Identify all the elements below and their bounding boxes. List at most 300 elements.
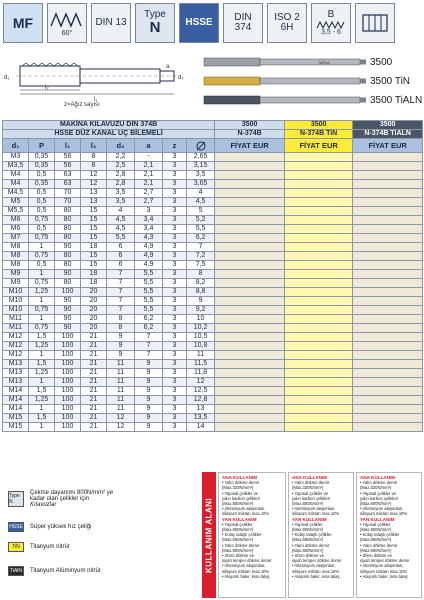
cell-a: 2,7 — [135, 198, 163, 207]
cell-drill: 13 — [187, 405, 215, 414]
table-body — [3, 153, 423, 432]
usage-line: (Max.320N/mm²) — [292, 485, 324, 491]
cell-l2: 13 — [81, 198, 107, 207]
badge-din374 — [223, 3, 263, 43]
badge-angle-text: 60° — [61, 30, 73, 38]
cell-z: 3 — [163, 279, 187, 288]
cell-a: - — [135, 153, 163, 162]
cell-d2: 2,5 — [107, 162, 135, 171]
cell-d2: 9 — [107, 351, 135, 360]
usage-line: yalın karbon çelikleri — [222, 495, 260, 501]
cell-d1: M10 — [3, 297, 29, 306]
cell-l2: 20 — [81, 297, 107, 306]
cell-z: 3 — [163, 369, 187, 378]
price-cell — [285, 369, 353, 378]
cell-l1: 90 — [55, 306, 81, 315]
usage-line: YAN KULLANIM — [360, 516, 395, 522]
usage-line: • Yalın dökme demir — [360, 542, 398, 548]
col-l1: l₁ — [55, 139, 81, 153]
cell-p: 1 — [29, 297, 55, 306]
cell-drill: 11,5 — [187, 360, 215, 369]
cell-z: 3 — [163, 207, 187, 216]
usage-line: • Yalın dökme demir — [222, 542, 260, 548]
table-row — [3, 198, 423, 207]
price-cell — [285, 405, 353, 414]
label-l2: l₂ — [45, 85, 49, 91]
cell-a: 6,2 — [135, 315, 163, 324]
table-row — [3, 324, 423, 333]
price-cell — [353, 153, 423, 162]
cell-d2: 9 — [107, 333, 135, 342]
price-cell — [215, 396, 285, 405]
cell-p: 0,75 — [29, 279, 55, 288]
cell-l2: 21 — [81, 378, 107, 387]
cell-drill: 3,65 — [187, 180, 215, 189]
cell-drill: 5,2 — [187, 216, 215, 225]
cell-a: 9 — [135, 423, 163, 432]
cell-l1: 70 — [55, 189, 81, 198]
cell-drill: 9,2 — [187, 306, 215, 315]
usage-line: (Max.900N/mm²) — [292, 527, 324, 533]
price-cell — [215, 297, 285, 306]
cell-a: 9 — [135, 378, 163, 387]
price-cell — [285, 396, 353, 405]
cell-d2: 2,8 — [107, 171, 135, 180]
usage-line: • Yalın dökme demir — [222, 480, 260, 486]
usage-line: • Alüminyum alaşımları, — [360, 563, 404, 569]
cell-p: 0,75 — [29, 252, 55, 261]
cell-a: 9 — [135, 369, 163, 378]
price-header-2: FİYAT EUR — [285, 139, 353, 153]
cell-l1: 100 — [55, 369, 81, 378]
cell-p: 1 — [29, 423, 55, 432]
price-cell — [353, 216, 423, 225]
cell-d1: M5 — [3, 198, 29, 207]
usage-line: (Max.800N/mm²) — [222, 547, 254, 553]
cell-l1: 56 — [55, 162, 81, 171]
usage-line: siyah temper dökme demir — [360, 558, 410, 564]
price-cell — [285, 360, 353, 369]
usage-line: • Yapısal çelikler ve — [222, 490, 258, 496]
price-cell — [215, 288, 285, 297]
usage-line: siyah temper dökme demir — [292, 558, 342, 564]
price-cell — [285, 423, 353, 432]
cell-p: 1,5 — [29, 387, 55, 396]
price-cell — [215, 414, 285, 423]
price-cell — [215, 315, 285, 324]
tool-label-3500: 3500 — [370, 57, 393, 68]
product-code-2: 3500 — [285, 121, 353, 130]
cell-z: 3 — [163, 270, 187, 279]
cell-d2: 6 — [107, 261, 135, 270]
tool-row-3500-tin — [200, 73, 424, 89]
cell-l1: 100 — [55, 387, 81, 396]
cell-a: 2,1 — [135, 180, 163, 189]
usage-line: siyah temper dökme demir — [222, 558, 272, 564]
product-code-1: 3500 — [215, 121, 285, 130]
price-cell — [285, 315, 353, 324]
table-row — [3, 171, 423, 180]
cell-l1: 90 — [55, 270, 81, 279]
cell-p: 0,75 — [29, 234, 55, 243]
cell-drill: 8,8 — [187, 288, 215, 297]
cell-a: 9 — [135, 387, 163, 396]
cell-d1: M10 — [3, 288, 29, 297]
price-cell — [285, 324, 353, 333]
cell-l2: 13 — [81, 189, 107, 198]
cell-d2: 2,8 — [107, 180, 135, 189]
price-cell — [353, 351, 423, 360]
cell-l2: 21 — [81, 342, 107, 351]
cell-drill: 12 — [187, 378, 215, 387]
cell-l1: 80 — [55, 261, 81, 270]
table-title-2: HSSE DÜZ KANAL UÇ BİLEMELİ — [3, 130, 215, 139]
cell-d1: M5,5 — [3, 207, 29, 216]
price-cell — [215, 279, 285, 288]
cell-a: 5,5 — [135, 297, 163, 306]
cell-drill: 4,5 — [187, 198, 215, 207]
cell-d1: M9 — [3, 270, 29, 279]
table-row — [3, 396, 423, 405]
usage-line: • Alaşımlı bakır, kısa talaş — [222, 573, 270, 579]
table-row — [3, 414, 423, 423]
price-header-1: FİYAT EUR — [215, 139, 285, 153]
cell-l1: 100 — [55, 360, 81, 369]
cell-d2: 11 — [107, 378, 135, 387]
usage-line: silisyum miktarı max.10% — [360, 511, 408, 517]
legend-tialn-box: TiAlN — [9, 568, 23, 574]
cell-d1: M6 — [3, 225, 29, 234]
legend-type-n — [8, 490, 113, 508]
usage-line: silisyum miktarı max.10% — [222, 511, 270, 517]
table-title-1: MAKİNA KILAVUZU DIN 374B — [3, 121, 215, 130]
usage-line: (Max.650N/mm²) — [292, 537, 324, 543]
cell-l1: 100 — [55, 405, 81, 414]
price-cell — [353, 234, 423, 243]
price-cell — [353, 396, 423, 405]
cell-p: 1 — [29, 315, 55, 324]
price-cell — [353, 261, 423, 270]
cell-d1: M15 — [3, 423, 29, 432]
cell-z: 3 — [163, 288, 187, 297]
feature-badges — [3, 3, 395, 43]
cell-z: 3 — [163, 216, 187, 225]
cell-z: 3 — [163, 351, 187, 360]
cell-l2: 20 — [81, 288, 107, 297]
cell-l2: 20 — [81, 306, 107, 315]
cell-z: 3 — [163, 396, 187, 405]
price-cell — [353, 405, 423, 414]
price-cell — [215, 270, 285, 279]
badge-mf — [3, 3, 43, 43]
legend-type-n-box: Type N — [8, 491, 24, 507]
label-d1: d₁ — [4, 75, 10, 81]
cell-a: 7 — [135, 342, 163, 351]
cell-z: 3 — [163, 423, 187, 432]
table-row — [3, 270, 423, 279]
usage-line: (Max.800N/mm²) — [360, 547, 392, 553]
cell-d2: 7 — [107, 297, 135, 306]
usage-line: silisyum miktarı max.10% — [360, 568, 408, 574]
cell-l2: 21 — [81, 369, 107, 378]
cell-d1: M3 — [3, 153, 29, 162]
usage-line: • Yalın dökme demir — [292, 542, 330, 548]
cell-d2: 7 — [107, 279, 135, 288]
table-row — [3, 297, 423, 306]
cell-z: 3 — [163, 360, 187, 369]
price-cell — [285, 180, 353, 189]
cell-z: 3 — [163, 378, 187, 387]
price-cell — [215, 387, 285, 396]
usage-line: • Sfero dökme ve — [222, 553, 254, 559]
price-cell — [285, 162, 353, 171]
drawing-caption: z=Ağız sayısı — [64, 102, 100, 108]
cell-z: 3 — [163, 171, 187, 180]
price-cell — [353, 306, 423, 315]
cell-d1: M4 — [3, 180, 29, 189]
cell-d1: M13 — [3, 360, 29, 369]
price-header-3: FİYAT EUR — [353, 139, 423, 153]
cell-a: 5,5 — [135, 306, 163, 315]
cell-l1: 100 — [55, 288, 81, 297]
cell-drill: 8,2 — [187, 279, 215, 288]
cell-drill: 12,5 — [187, 387, 215, 396]
usage-line: (Max.650N/mm²) — [360, 537, 392, 543]
price-cell — [285, 189, 353, 198]
cell-d2: 12 — [107, 414, 135, 423]
usage-line: • Yapısal çelikler — [292, 521, 323, 527]
cell-l2: 21 — [81, 414, 107, 423]
cell-l2: 21 — [81, 351, 107, 360]
cell-d1: M12 — [3, 351, 29, 360]
cell-l2: 20 — [81, 324, 107, 333]
usage-line: • Yapısal çelikler — [222, 521, 253, 527]
cell-d1: M12 — [3, 342, 29, 351]
cell-a: 5,5 — [135, 270, 163, 279]
cell-d2: 8 — [107, 324, 135, 333]
usage-line: • Alaşımlı bakır, kısa talaş — [360, 573, 408, 579]
cell-z: 3 — [163, 315, 187, 324]
table-row — [3, 153, 423, 162]
cell-drill: 7,2 — [187, 252, 215, 261]
cell-d1: M6 — [3, 216, 29, 225]
cell-l1: 70 — [55, 198, 81, 207]
product-std-3: N-374B TiALN — [353, 130, 423, 139]
badge-type-value: N — [149, 19, 161, 37]
cell-d1: M14 — [3, 405, 29, 414]
price-cell — [353, 324, 423, 333]
price-cell — [285, 225, 353, 234]
cell-l1: 90 — [55, 324, 81, 333]
price-cell — [215, 369, 285, 378]
cell-l1: 80 — [55, 279, 81, 288]
cell-p: 0,5 — [29, 171, 55, 180]
table-row — [3, 180, 423, 189]
product-code-3: 3500 — [353, 121, 423, 130]
price-cell — [215, 333, 285, 342]
cell-l2: 18 — [81, 279, 107, 288]
price-cell — [353, 423, 423, 432]
legend-hsse-box: HSSE — [9, 524, 23, 530]
cell-d1: M7 — [3, 234, 29, 243]
table-row — [3, 333, 423, 342]
cell-p: 1,25 — [29, 342, 55, 351]
cell-drill: 7,5 — [187, 261, 215, 270]
cell-p: 1 — [29, 243, 55, 252]
cell-l1: 63 — [55, 180, 81, 189]
cell-l2: 15 — [81, 225, 107, 234]
cell-z: 3 — [163, 324, 187, 333]
col-l2: l₂ — [81, 139, 107, 153]
cell-a: 4,9 — [135, 243, 163, 252]
cell-d1: M12 — [3, 333, 29, 342]
usage-col-3500 — [218, 472, 286, 598]
usage-line: • Alaşımlı bakır, kısa talaş — [292, 573, 340, 579]
price-cell — [215, 405, 285, 414]
table-row — [3, 216, 423, 225]
cell-d2: 11 — [107, 405, 135, 414]
cell-l1: 90 — [55, 297, 81, 306]
cell-a: 3,4 — [135, 225, 163, 234]
cell-l2: 12 — [81, 171, 107, 180]
cell-l1: 100 — [55, 396, 81, 405]
price-cell — [353, 342, 423, 351]
cell-l2: 15 — [81, 234, 107, 243]
tap-3500-tialn-image — [200, 92, 368, 108]
usage-heading: ANA KULLANIM — [360, 475, 396, 480]
price-cell — [215, 198, 285, 207]
cell-l1: 100 — [55, 351, 81, 360]
cell-l1: 80 — [55, 234, 81, 243]
label-l1: l₁ — [94, 97, 98, 103]
cell-drill: 11,8 — [187, 369, 215, 378]
price-cell — [285, 216, 353, 225]
col-p: P — [29, 139, 55, 153]
usage-line: (Max.800N/mm²) — [360, 501, 392, 507]
table-row — [3, 378, 423, 387]
table-row — [3, 342, 423, 351]
col-d2: d₂ — [107, 139, 135, 153]
cell-l1: 80 — [55, 207, 81, 216]
price-cell — [285, 270, 353, 279]
cell-p: 0,5 — [29, 189, 55, 198]
price-cell — [285, 414, 353, 423]
cell-p: 0,35 — [29, 162, 55, 171]
price-cell — [215, 171, 285, 180]
price-cell — [353, 243, 423, 252]
cell-p: 0,35 — [29, 180, 55, 189]
cell-l2: 8 — [81, 153, 107, 162]
cell-p: 1 — [29, 405, 55, 414]
price-cell — [285, 351, 353, 360]
cell-d2: 6 — [107, 243, 135, 252]
usage-line: YAN KULLANIM — [222, 516, 257, 522]
cell-z: 3 — [163, 189, 187, 198]
cell-drill: 10,8 — [187, 342, 215, 351]
tool-row-3500-tialn — [200, 92, 424, 108]
price-cell — [285, 288, 353, 297]
cell-d2: 8 — [107, 315, 135, 324]
usage-line: (Max.320N/mm²) — [360, 485, 392, 491]
cell-d1: M3,5 — [3, 162, 29, 171]
badge-thread-angle — [47, 3, 87, 43]
cell-l1: 63 — [55, 171, 81, 180]
price-cell — [353, 315, 423, 324]
cell-drill: 5 — [187, 207, 215, 216]
cell-l1: 100 — [55, 342, 81, 351]
legend-tialn-text: Titanyum Alüminyum nitrür — [30, 568, 101, 574]
legend-tialn — [8, 566, 101, 576]
cell-l2: 15 — [81, 216, 107, 225]
price-cell — [215, 306, 285, 315]
badge-type-label: Type — [144, 8, 166, 20]
cell-l1: 80 — [55, 216, 81, 225]
tool-label-3500-tin: 3500 TiN — [370, 76, 411, 87]
table-row — [3, 351, 423, 360]
cell-l2: 18 — [81, 270, 107, 279]
cell-d1: M11 — [3, 315, 29, 324]
cell-a: 2,1 — [135, 162, 163, 171]
badge-din374-a: DIN — [234, 11, 252, 23]
product-table — [2, 120, 422, 432]
cell-l2: 21 — [81, 423, 107, 432]
cell-drill: 2,65 — [187, 153, 215, 162]
cell-drill: 10,2 — [187, 324, 215, 333]
cell-p: 0,75 — [29, 216, 55, 225]
cell-z: 3 — [163, 414, 187, 423]
price-cell — [353, 180, 423, 189]
cell-d1: M11 — [3, 324, 29, 333]
cell-l2: 21 — [81, 387, 107, 396]
cell-d2: 5,5 — [107, 234, 135, 243]
table-row — [3, 243, 423, 252]
usage-col-3500-tin — [288, 472, 354, 598]
cell-d2: 12 — [107, 423, 135, 432]
cell-z: 3 — [163, 225, 187, 234]
cell-a: 7 — [135, 351, 163, 360]
price-cell — [215, 342, 285, 351]
usage-line: • Kolay talaşlı çelikler — [292, 532, 332, 538]
table-row — [3, 252, 423, 261]
price-cell — [353, 189, 423, 198]
price-cell — [353, 360, 423, 369]
cell-d1: M14 — [3, 387, 29, 396]
usage-line: (Max.320N/mm²) — [222, 485, 254, 491]
price-cell — [353, 252, 423, 261]
price-cell — [353, 369, 423, 378]
cell-d1: M8 — [3, 261, 29, 270]
price-cell — [353, 288, 423, 297]
cell-d1: M13 — [3, 378, 29, 387]
cell-a: 5,5 — [135, 279, 163, 288]
cell-drill: 13,5 — [187, 414, 215, 423]
cell-a: 9 — [135, 414, 163, 423]
cell-d2: 6 — [107, 252, 135, 261]
cell-p: 0,5 — [29, 198, 55, 207]
price-cell — [215, 216, 285, 225]
table-row — [3, 315, 423, 324]
price-cell — [215, 261, 285, 270]
badge-mf-text: MF — [12, 14, 34, 31]
badge-hsse-text: HSSE — [185, 16, 213, 28]
usage-line: • Alüminyum alaşımları, — [222, 563, 266, 569]
thread-angle-icon — [50, 8, 84, 30]
cell-drill: 11 — [187, 351, 215, 360]
price-cell — [285, 279, 353, 288]
price-cell — [285, 234, 353, 243]
cell-a: 9 — [135, 405, 163, 414]
cell-drill: 9 — [187, 297, 215, 306]
